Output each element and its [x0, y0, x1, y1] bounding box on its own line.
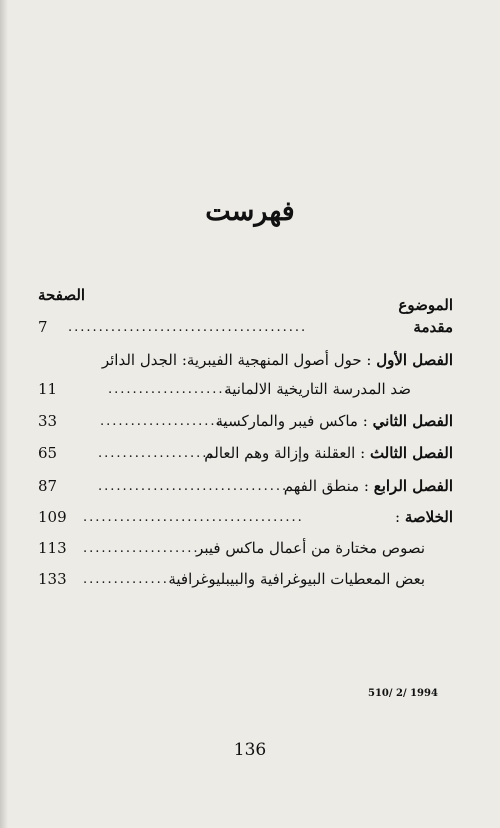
- entry-label: [168, 570, 425, 588]
- entry-text: : حول أصول المنهجية الفيبرية: الجدل الدائر: [101, 351, 377, 369]
- page-number: 136: [233, 740, 267, 760]
- entry-page: 87: [38, 477, 58, 495]
- entry-label: [216, 412, 454, 430]
- entry-label: [196, 539, 425, 557]
- entry-text: :: [395, 508, 405, 526]
- leader-dots: .......................................: [68, 320, 308, 335]
- leader-dots: ....................: [108, 382, 231, 397]
- entry-chapter: الفصل الرابع: [373, 477, 453, 495]
- toc-entry[interactable]: [38, 412, 453, 436]
- leader-dots: ....................................: [83, 510, 304, 525]
- entry-chapter: الفصل الثاني: [372, 412, 453, 430]
- leader-dots: ......................: [100, 414, 235, 429]
- leader-dots: ...............................: [98, 479, 289, 494]
- leader-dots: ...................: [83, 541, 200, 556]
- entry-page: 65: [38, 444, 58, 462]
- entry-page: 113: [38, 539, 67, 557]
- entry-chapter: الفصل الثالث: [369, 444, 453, 462]
- entry-page: 7: [38, 318, 48, 336]
- toc-entry[interactable]: [38, 477, 453, 501]
- toc-entry[interactable]: [38, 539, 453, 563]
- page-edge: [0, 0, 8, 828]
- entry-chapter: الفصل الأول: [376, 351, 453, 369]
- entry-text: : ماكس فيبر والماركسية: [215, 412, 373, 430]
- entry-chapter: الخلاصة: [404, 508, 453, 526]
- entry-label: [224, 380, 411, 398]
- entry-page: 133: [38, 570, 67, 588]
- entry-page: 33: [38, 412, 58, 430]
- entry-label: [413, 318, 453, 336]
- entry-chapter: مقدمة: [413, 318, 453, 336]
- entry-text: : العقلنة وإزالة وهم العالم: [204, 444, 370, 462]
- entry-label: [395, 508, 453, 526]
- entry-text: ضد المدرسة التاريخية الالمانية: [224, 380, 411, 398]
- page-column-header: الصفحة: [38, 286, 86, 304]
- entry-label: [204, 444, 453, 462]
- entry-label: [102, 351, 453, 369]
- entry-text: بعض المعطيات البيوغرافية والبيبليوغرافية: [168, 570, 425, 588]
- toc-entry[interactable]: [38, 444, 453, 468]
- entry-label: [284, 477, 453, 495]
- page-title: فهرست: [205, 196, 295, 227]
- entry-page: 109: [38, 508, 67, 526]
- toc-header: [38, 286, 453, 316]
- leader-dots: ..............: [83, 572, 169, 587]
- entry-text: نصوص مختارة من أعمال ماكس فيبر: [196, 539, 425, 557]
- toc-entry[interactable]: [38, 318, 453, 342]
- topic-column-header: الموضوع: [398, 296, 453, 314]
- toc-entry[interactable]: [38, 380, 453, 404]
- print-reference: 510/ 2/ 1994: [368, 688, 438, 699]
- toc-entry[interactable]: [38, 508, 453, 532]
- leader-dots: ....................: [98, 446, 221, 461]
- toc-entry[interactable]: [38, 570, 453, 594]
- toc-entry[interactable]: [38, 351, 453, 375]
- entry-text: : منطق الفهم: [283, 477, 374, 495]
- entry-page: 11: [38, 380, 58, 398]
